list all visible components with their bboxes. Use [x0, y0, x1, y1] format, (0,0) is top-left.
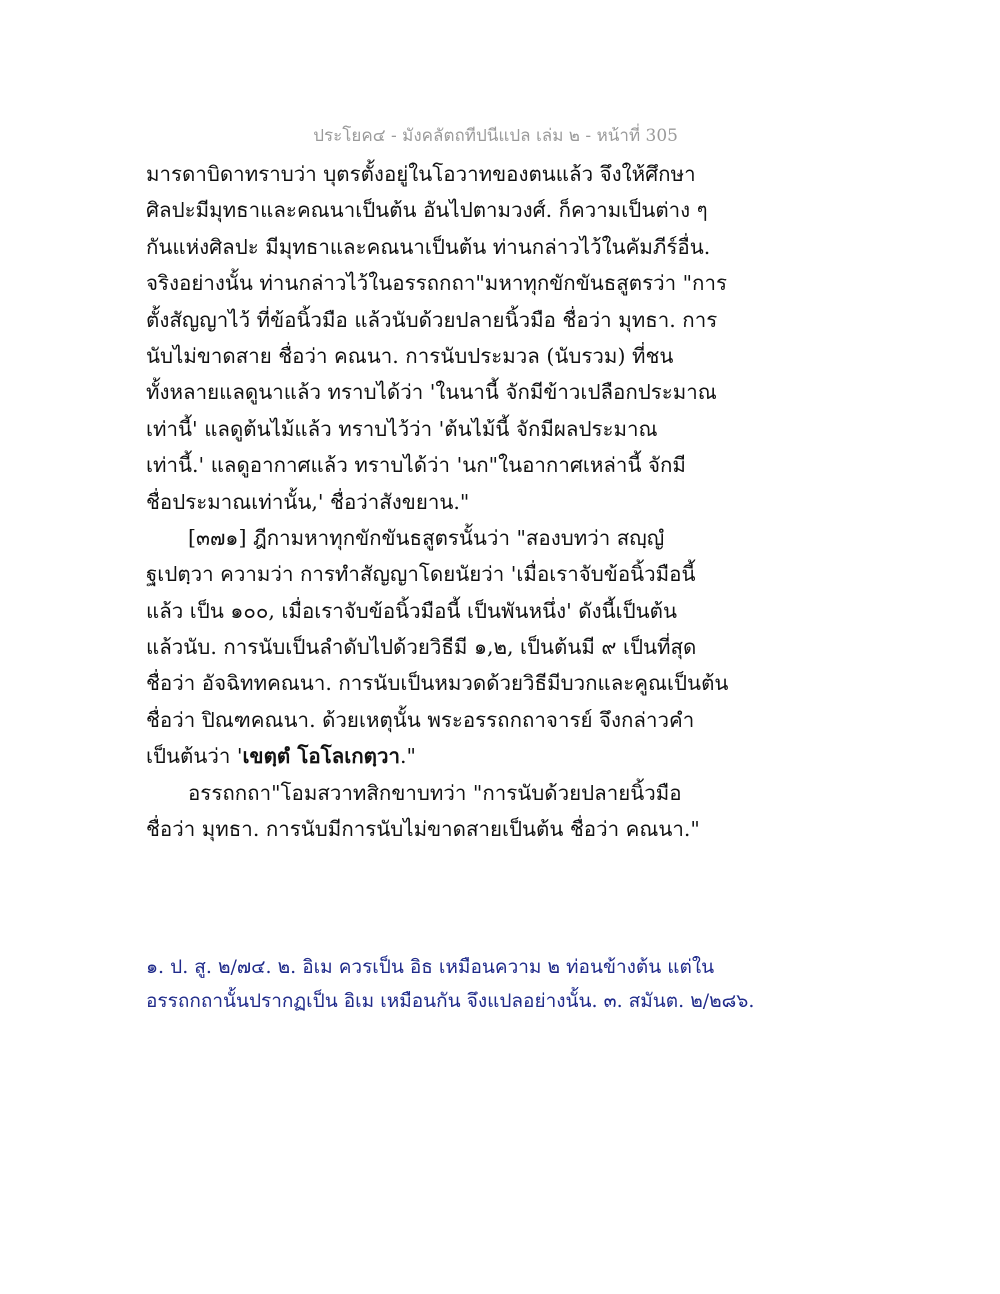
body-line-end: .": [399, 744, 416, 769]
body-line: ศิลปะมีมุทธาและคณนาเป็นต้น อันไปตามวงศ์. ก็ความเป็นต่าง ๆ: [146, 198, 708, 223]
body-text: [146, 156, 766, 847]
body-line: กันแห่งศิลปะ มีมุทธาและคณนาเป็นต้น ท่านกล่าวไว้ในคัมภีร์อื่น.: [146, 234, 711, 259]
body-line: มารดาบิดาทราบว่า บุตรตั้งอยู่ในโอวาทของตนแล้ว จึงให้ศึกษา: [146, 162, 696, 186]
body-line: นับไม่ขาดสาย ชื่อว่า คณนา. การนับประมวล (นับรวม) ที่ชน: [146, 343, 674, 368]
footnote-line: ๑. ป. สู. ๒/๗๔. ๒. อิเม ควรเป็น อิธ เหมือนความ ๒ ท่อนข้างต้น แต่ใน: [146, 956, 715, 978]
body-line-with-bold: [146, 738, 766, 774]
body-line: แล้ว เป็น ๑๐๐, เมื่อเราจับข้อนิ้วมือนี้ เป็นพันหนึ่ง' ดังนี้เป็นต้น: [146, 598, 677, 623]
body-line: จริงอย่างนั้น ท่านกล่าวไว้ในอรรถกถา"มหาทุกขักขันธสูตรว่า "การ: [146, 271, 727, 296]
body-line: ชื่อว่า ปิณฑคณนา. ด้วยเหตุนั้น พระอรรถกถาจารย์ จึงกล่าวคำ: [146, 707, 695, 732]
body-line-start: เป็นต้นว่า ': [146, 744, 243, 769]
body-line: เท่านี้.' แลดูอากาศแล้ว ทราบได้ว่า 'นก"ในอากาศเหล่านี้ จักมี: [146, 453, 686, 478]
body-line: แล้วนับ. การนับเป็นลำดับไปด้วยวิธีมี ๑,๒, เป็นต้นมี ๙ เป็นที่สุด: [146, 635, 697, 660]
body-line: ตั้งสัญญาไว้ ที่ข้อนิ้วมือ แล้วนับด้วยปลายนิ้วมือ ชื่อว่า มุทธา. การ: [146, 307, 718, 332]
body-line: ชื่อประมาณเท่านั้น,' ชื่อว่าสังขยาน.": [146, 489, 470, 514]
body-line: ชื่อว่า อัจฉิททคณนา. การนับเป็นหมวดด้วยวิธีมีบวกและคูณเป็นต้น: [146, 671, 729, 696]
page-header: ประโยค๔ - มังคลัตถทีปนีแปล เล่ม ๒ - หน้าที่ 305: [313, 126, 678, 146]
body-line: ชื่อว่า มุทธา. การนับมีการนับไม่ขาดสายเป็นต้น ชื่อว่า คณนา.": [146, 817, 700, 842]
footnote-line: อรรถกถานั้นปรากฏเป็น อิเม เหมือนกัน จึงแปลอย่างนั้น. ๓. สมันต. ๒/๒๘๖.: [146, 990, 755, 1012]
body-line: ฐเปตฺวา ความว่า การทำสัญญาโดยนัยว่า 'เมื่อเราจับข้อนิ้วมือนี้: [146, 562, 696, 587]
body-line: อรรถกถา"โอมสวาทสิกขาบทว่า "การนับด้วยปลายนิ้วมือ: [188, 780, 682, 805]
body-line: ทั้งหลายแลดูนาแล้ว ทราบได้ว่า 'ในนานี้ จักมีข้าวเปลือกประมาณ: [146, 380, 717, 405]
bold-phrase: เขตฺตํ โอโลเกตฺวา: [242, 744, 400, 769]
body-line: [๓๗๑] ฎีกามหาทุกขักขันธสูตรนั้นว่า "สองบทว่า สญฺญํ: [188, 525, 665, 550]
footnotes: [146, 950, 826, 1018]
body-line: เท่านี้' แลดูต้นไม้แล้ว ทราบไว้ว่า 'ต้นไม้นี้ จักมีผลประมาณ: [146, 416, 658, 441]
